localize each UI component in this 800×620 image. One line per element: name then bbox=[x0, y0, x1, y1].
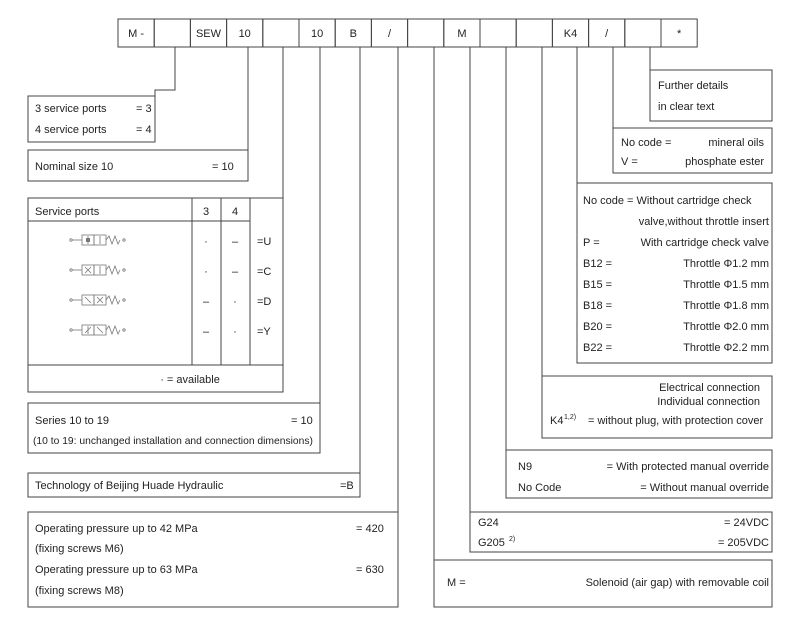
code-box-label-3: 10 bbox=[238, 28, 251, 40]
pressure-note-630: (fixing screws M8) bbox=[35, 585, 124, 597]
further-details-line2: in clear text bbox=[658, 101, 715, 113]
manual-code-none: No Code bbox=[518, 482, 562, 494]
voltage-footnote-g205: 2) bbox=[509, 536, 516, 543]
code-box-label-12: K4 bbox=[563, 28, 578, 40]
cartridge-desc-b20: Throttle Φ2.0 mm bbox=[683, 321, 769, 333]
service-row-u-c4: – bbox=[231, 236, 239, 248]
supply-voltage-box bbox=[470, 512, 772, 552]
cartridge-desc-p: With cartridge check valve bbox=[640, 237, 769, 249]
cartridge-no-code: No code = Without cartridge check bbox=[583, 195, 752, 207]
electrical-k4-code: K4 bbox=[550, 415, 564, 427]
connector-lines bbox=[155, 47, 650, 560]
further-details-box bbox=[650, 70, 772, 121]
code-box-label-0: M - bbox=[128, 28, 145, 40]
service-row-c-code: =C bbox=[257, 266, 272, 278]
cartridge-desc-b15: Throttle Φ1.5 mm bbox=[683, 279, 769, 291]
code-box-10 bbox=[480, 19, 516, 47]
pressure-value-630: = 630 bbox=[356, 564, 384, 576]
service-row-y-code: =Y bbox=[257, 326, 271, 338]
solenoid-box bbox=[434, 560, 772, 607]
code-box-label-15: * bbox=[676, 28, 682, 40]
service-table-col3: 3 bbox=[202, 206, 210, 218]
code-box-14 bbox=[625, 19, 661, 47]
ordering-code-row bbox=[118, 19, 697, 47]
service-row-c-c4: – bbox=[231, 266, 239, 278]
cartridge-desc-b22: Throttle Φ2.2 mm bbox=[683, 342, 769, 354]
service-row-y-c3: – bbox=[202, 326, 210, 338]
code-box-label-9: M bbox=[457, 28, 467, 40]
operating-pressure-box bbox=[28, 512, 398, 607]
service-row-u-code: =U bbox=[257, 236, 272, 248]
code-box-label-6: B bbox=[349, 28, 357, 40]
service-table-header: Service ports bbox=[35, 206, 100, 218]
electrical-title2: Individual connection bbox=[657, 396, 760, 408]
seal-code-1: V = bbox=[621, 156, 638, 168]
service-row-u-c3: · bbox=[204, 236, 208, 248]
pressure-value-420: = 420 bbox=[356, 523, 384, 535]
service-row-c-c3: · bbox=[204, 266, 208, 278]
pressure-label-420: Operating pressure up to 42 MPa bbox=[35, 523, 198, 535]
further-details-line1: Further details bbox=[658, 80, 729, 92]
nominal-value: = 10 bbox=[212, 161, 234, 173]
spool-symbol-y bbox=[70, 325, 125, 335]
cartridge-desc-b18: Throttle Φ1.8 mm bbox=[683, 300, 769, 312]
cartridge-desc-b12: Throttle Φ1.2 mm bbox=[683, 258, 769, 270]
ports-value-4: = 4 bbox=[136, 124, 152, 136]
cartridge-code-p: P = bbox=[583, 237, 600, 249]
spool-symbol-c bbox=[70, 265, 125, 275]
service-row-d-code: =D bbox=[257, 296, 272, 308]
seal-code-0: No code = bbox=[621, 137, 672, 149]
service-table-col4: 4 bbox=[231, 206, 239, 218]
code-box-1 bbox=[154, 19, 190, 47]
electrical-k4-desc: = without plug, with protection cover bbox=[588, 415, 764, 427]
cartridge-code-b22: B22 = bbox=[583, 342, 613, 354]
service-ports-table bbox=[28, 198, 283, 392]
series-note: (10 to 19: unchanged installation and connection dimensions) bbox=[33, 436, 313, 447]
voltage-desc-g205: = 205VDC bbox=[717, 537, 769, 549]
service-row-d-c3: – bbox=[202, 296, 210, 308]
service-row-d-c4: · bbox=[233, 296, 237, 308]
ports-label-3: 3 service ports bbox=[35, 103, 107, 115]
ports-value-3: = 3 bbox=[136, 103, 152, 115]
manual-desc-none: = Without manual override bbox=[640, 482, 769, 494]
cartridge-throttle-box bbox=[577, 183, 772, 363]
technology-value: =B bbox=[340, 480, 354, 492]
electrical-title1: Electrical connection bbox=[659, 382, 760, 394]
voltage-desc-g24: = 24VDC bbox=[724, 517, 769, 529]
code-box-8 bbox=[408, 19, 444, 47]
manual-override-box bbox=[506, 450, 772, 498]
seal-material-box bbox=[613, 128, 772, 173]
solenoid-code: M = bbox=[447, 577, 466, 589]
series-box bbox=[28, 403, 320, 453]
seal-desc-0: mineral oils bbox=[708, 137, 764, 149]
code-box-label-5: 10 bbox=[310, 28, 324, 40]
nominal-size-box bbox=[28, 150, 248, 181]
code-box-4 bbox=[263, 19, 299, 47]
series-label: Series 10 to 19 bbox=[35, 415, 109, 427]
manual-desc-n9: = With protected manual override bbox=[606, 461, 769, 473]
ports-label-4: 4 service ports bbox=[35, 124, 107, 136]
cartridge-code-b12: B12 = bbox=[583, 258, 613, 270]
voltage-code-g24: G24 bbox=[478, 517, 499, 529]
seal-desc-1: phosphate ester bbox=[685, 156, 764, 168]
service-table-footer: · = available bbox=[160, 374, 220, 386]
code-box-label-13: / bbox=[605, 28, 609, 40]
technology-label: Technology of Beijing Huade Hydraulic bbox=[35, 480, 224, 492]
solenoid-desc: Solenoid (air gap) with removable coil bbox=[585, 577, 769, 589]
service-row-y-c4: · bbox=[233, 326, 237, 338]
cartridge-no-code-cont: valve,without throttle insert bbox=[638, 216, 769, 228]
code-box-11 bbox=[516, 19, 552, 47]
code-box-label-2: SEW bbox=[195, 28, 222, 40]
cartridge-code-b18: B18 = bbox=[583, 300, 613, 312]
voltage-code-g205: G205 bbox=[478, 537, 505, 549]
code-box-label-7: / bbox=[387, 28, 392, 40]
cartridge-code-b15: B15 = bbox=[583, 279, 613, 291]
spool-symbol-d bbox=[70, 295, 125, 305]
electrical-connection-box bbox=[542, 376, 772, 438]
electrical-k4-footnote: 1,2) bbox=[564, 414, 577, 421]
pressure-label-630: Operating pressure up to 63 MPa bbox=[35, 564, 198, 576]
pressure-note-420: (fixing screws M6) bbox=[35, 543, 124, 555]
technology-box bbox=[28, 473, 360, 497]
series-value: = 10 bbox=[291, 415, 313, 427]
ports-count-box bbox=[28, 96, 155, 142]
cartridge-code-b20: B20 = bbox=[583, 321, 613, 333]
spool-symbol-u bbox=[70, 235, 125, 245]
nominal-label: Nominal size 10 bbox=[35, 161, 114, 173]
manual-code-n9: N9 bbox=[518, 461, 533, 473]
